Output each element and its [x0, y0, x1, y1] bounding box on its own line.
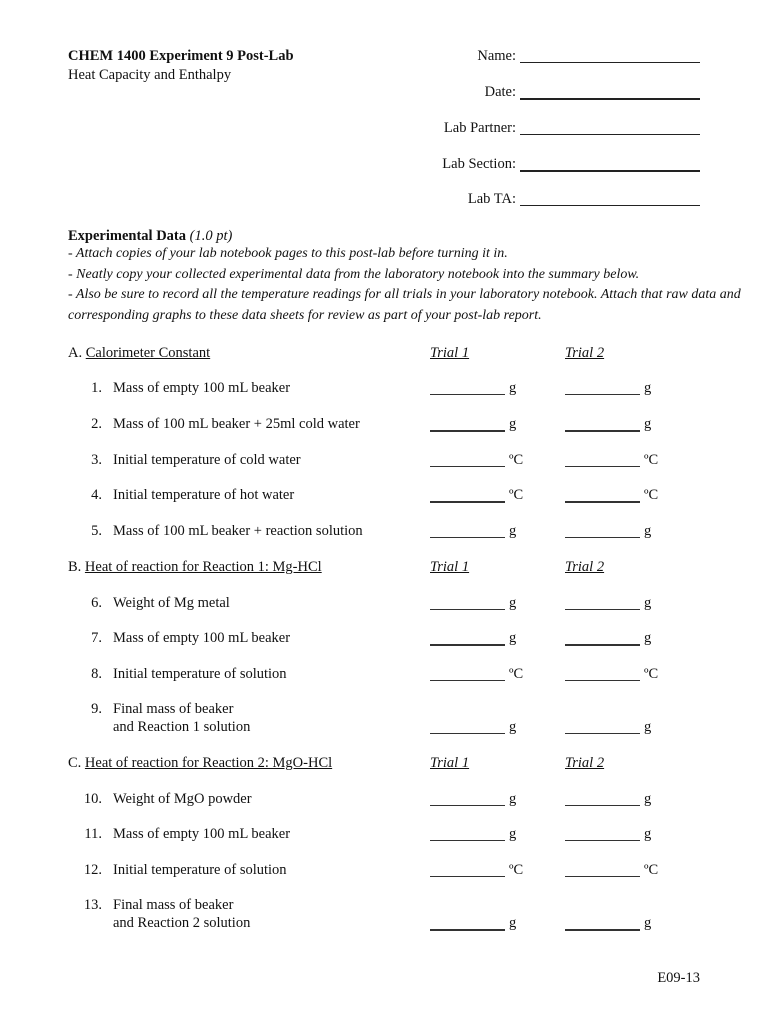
- item-number: 9.: [91, 701, 102, 717]
- experimental-heading-text: Experimental Data: [68, 228, 186, 244]
- item-label: Mass of empty 100 mL beaker: [113, 630, 291, 646]
- item-number: 10.: [83, 791, 102, 807]
- experimental-points: (1.0 pt): [189, 228, 233, 244]
- trial-2-header: Trial 2: [565, 345, 605, 361]
- trial-1-blank[interactable]: [430, 523, 505, 538]
- unit: g: [509, 791, 517, 807]
- unit: g: [644, 595, 652, 611]
- data-row: [0, 523, 768, 563]
- unit: g: [644, 416, 652, 432]
- instructions: [68, 244, 758, 326]
- section-title: Calorimeter Constant: [85, 345, 211, 361]
- unit: g: [509, 380, 517, 396]
- unit: g: [644, 719, 652, 735]
- item-number: 8.: [91, 666, 102, 682]
- item-number: 3.: [91, 452, 102, 468]
- item-label: Initial temperature of solution: [113, 666, 287, 682]
- instruction-note: - Also be sure to record all the temperature readings for all trials in your laboratory notebook. Attach that raw data and corresponding graphs to these data sheets for review as part of your post-lab report.: [68, 287, 741, 323]
- section-title: Heat of reaction for Reaction 2: MgO-HCl: [84, 755, 333, 771]
- trial-2-header: Trial 2: [565, 559, 605, 575]
- trial-2-blank[interactable]: [565, 915, 640, 931]
- trial-2-header: Trial 2: [565, 755, 605, 771]
- item-label-line2: and Reaction 1 solution: [113, 719, 251, 735]
- item-label: Weight of Mg metal: [113, 595, 230, 611]
- data-row: [0, 487, 768, 527]
- unit: g: [509, 630, 517, 646]
- unit: g: [509, 915, 517, 931]
- data-row: [0, 862, 768, 902]
- unit: ºC: [509, 862, 524, 878]
- data-row: [0, 452, 768, 492]
- item-label-line2: and Reaction 2 solution: [113, 915, 251, 931]
- unit: g: [644, 523, 652, 539]
- course-title: CHEM 1400 Experiment 9 Post-Lab: [68, 48, 294, 64]
- item-number: 7.: [91, 630, 102, 646]
- subtitle: Heat Capacity and Enthalpy: [68, 67, 232, 83]
- item-label: Final mass of beaker: [113, 701, 234, 717]
- trial-2-blank[interactable]: [565, 826, 640, 841]
- data-row: [0, 826, 768, 866]
- trial-2-blank[interactable]: [565, 666, 640, 681]
- item-label: Weight of MgO powder: [113, 791, 252, 807]
- data-row: [0, 791, 768, 831]
- unit: ºC: [644, 862, 659, 878]
- trial-1-blank[interactable]: [430, 487, 505, 503]
- data-row: [0, 701, 768, 745]
- item-label: Mass of empty 100 mL beaker: [113, 380, 291, 396]
- section-title: Heat of reaction for Reaction 1: Mg-HCl: [84, 559, 322, 575]
- field-label: Lab TA:: [467, 191, 516, 207]
- data-row: [0, 630, 768, 670]
- unit: g: [644, 791, 652, 807]
- trial-2-blank[interactable]: [565, 630, 640, 646]
- unit: ºC: [644, 452, 659, 468]
- item-number: 5.: [91, 523, 102, 539]
- item-label: Mass of 100 mL beaker + reaction solution: [113, 523, 363, 539]
- unit: g: [509, 416, 517, 432]
- trial-1-blank[interactable]: [430, 666, 505, 681]
- page-id: E09-13: [657, 970, 700, 986]
- item-label: Initial temperature of cold water: [113, 452, 301, 468]
- item-label: Mass of empty 100 mL beaker: [113, 826, 291, 842]
- unit: ºC: [644, 666, 659, 682]
- trial-1-header: Trial 1: [430, 559, 470, 575]
- trial-1-blank[interactable]: [430, 915, 505, 931]
- item-number: 12.: [83, 862, 102, 878]
- trial-2-blank[interactable]: [565, 791, 640, 806]
- trial-1-blank[interactable]: [430, 416, 505, 432]
- unit: g: [644, 630, 652, 646]
- trial-1-blank[interactable]: [430, 862, 505, 877]
- trial-1-blank[interactable]: [430, 380, 505, 395]
- item-number: 13.: [83, 897, 102, 913]
- trial-1-blank[interactable]: [430, 719, 505, 734]
- unit: g: [644, 380, 652, 396]
- field-label: Name:: [477, 48, 516, 64]
- field-label: Lab Section:: [442, 156, 516, 172]
- unit: g: [509, 523, 517, 539]
- lab-ta-input-line[interactable]: [520, 191, 700, 206]
- section-heading: [68, 559, 322, 576]
- section-heading: [68, 755, 332, 772]
- data-row: [0, 380, 768, 420]
- item-number: 11.: [84, 826, 102, 842]
- trial-1-blank[interactable]: [430, 595, 505, 610]
- section-prefix: B.: [68, 559, 82, 575]
- trial-1-blank[interactable]: [430, 826, 505, 841]
- item-number: 4.: [91, 487, 102, 503]
- name-input-line[interactable]: [520, 48, 700, 63]
- unit: g: [509, 826, 517, 842]
- data-row: [0, 897, 768, 941]
- unit: ºC: [509, 666, 524, 682]
- item-number: 1.: [91, 380, 102, 396]
- trial-2-blank[interactable]: [565, 416, 640, 432]
- instruction-note: - Attach copies of your lab notebook pages to this post-lab before turning it in.: [68, 246, 508, 261]
- trial-2-blank[interactable]: [565, 719, 640, 734]
- trial-2-blank[interactable]: [565, 487, 640, 503]
- trial-1-blank[interactable]: [430, 630, 505, 646]
- trial-2-blank[interactable]: [565, 523, 640, 538]
- field-label: Date:: [484, 84, 516, 100]
- data-row: [0, 595, 768, 635]
- trial-2-blank[interactable]: [565, 595, 640, 610]
- trial-1-blank[interactable]: [430, 452, 505, 467]
- section-prefix: A.: [68, 345, 83, 361]
- trial-1-header: Trial 1: [430, 345, 470, 361]
- date-input-line[interactable]: [520, 84, 700, 100]
- unit: g: [644, 826, 652, 842]
- item-label: Initial temperature of solution: [113, 862, 287, 878]
- item-label: Initial temperature of hot water: [113, 487, 295, 503]
- section-heading: [68, 345, 210, 362]
- unit: ºC: [509, 487, 524, 503]
- experimental-heading: [68, 228, 232, 245]
- trial-1-header: Trial 1: [430, 755, 470, 771]
- lab-section-input-line[interactable]: [520, 156, 700, 172]
- data-row: [0, 666, 768, 706]
- section-prefix: C.: [68, 755, 82, 771]
- unit: ºC: [644, 487, 659, 503]
- unit: g: [644, 915, 652, 931]
- data-row: [0, 416, 768, 456]
- unit: g: [509, 719, 517, 735]
- item-number: 2.: [91, 416, 102, 432]
- instruction-note: - Neatly copy your collected experimental data from the laboratory notebook into the summary below.: [68, 266, 640, 282]
- trial-2-blank[interactable]: [565, 380, 640, 395]
- item-number: 6.: [91, 595, 102, 611]
- trial-2-blank[interactable]: [565, 452, 640, 467]
- trial-1-blank[interactable]: [430, 791, 505, 806]
- item-label: Mass of 100 mL beaker + 25ml cold water: [113, 416, 360, 432]
- lab-partner-input-line[interactable]: [520, 120, 700, 135]
- item-label: Final mass of beaker: [113, 897, 234, 913]
- unit: g: [509, 595, 517, 611]
- trial-2-blank[interactable]: [565, 862, 640, 877]
- unit: ºC: [509, 452, 524, 468]
- field-label: Lab Partner:: [443, 120, 516, 136]
